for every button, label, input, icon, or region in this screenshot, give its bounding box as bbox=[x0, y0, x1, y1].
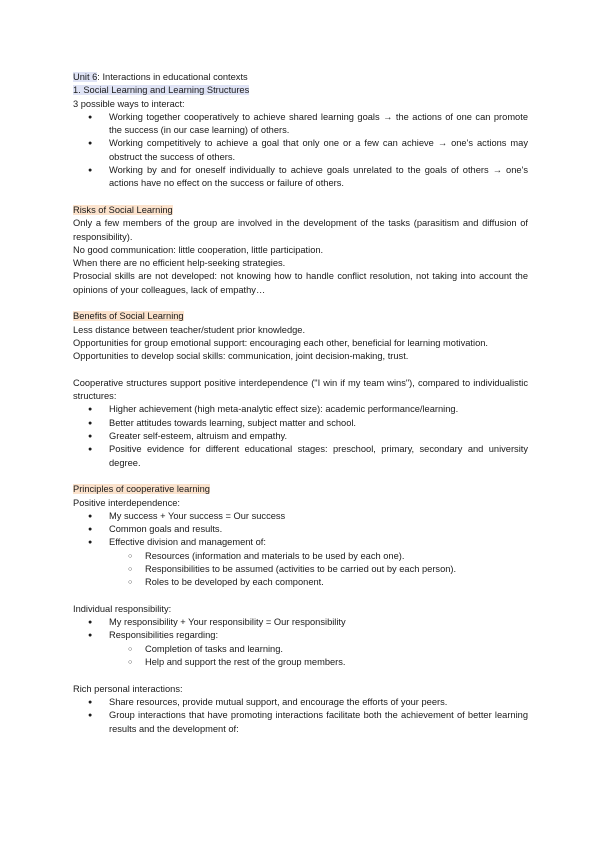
unit-title: : Interactions in educational contexts bbox=[97, 72, 248, 82]
paragraph: Opportunities for group emotional support: encouraging each other, beneficial for learning motivation. bbox=[73, 337, 488, 348]
positive-intro: Positive interdependence: bbox=[73, 497, 180, 508]
list-item: ● Group interactions that have promoting interactions facilitate both the achievement of better learning results and the development of: bbox=[73, 709, 528, 736]
cooperative-intro: Cooperative structures support positive interdependence ("I win if my team wins"), compared to individualistic structures: bbox=[73, 377, 528, 402]
principles-title: Principles of cooperative learning bbox=[73, 484, 210, 495]
sublist-item: ○ Resources (information and materials to be used by each one). bbox=[73, 550, 528, 563]
rich-list bbox=[73, 696, 528, 736]
interact-intro: 3 possible ways to interact: bbox=[73, 98, 185, 109]
principles-heading bbox=[73, 483, 528, 496]
paragraph: Less distance between teacher/student prior knowledge. bbox=[73, 324, 306, 335]
risks-heading bbox=[73, 204, 528, 217]
individual-sublist bbox=[73, 643, 528, 670]
list-item: ● Better attitudes towards learning, subject matter and school. bbox=[73, 417, 528, 430]
sublist-item: ○ Responsibilities to be assumed (activities to be carried out by each person). bbox=[73, 563, 528, 576]
paragraph: No good communication: little cooperation, little participation. bbox=[73, 244, 324, 255]
list-item: ● Responsibilities regarding: bbox=[73, 629, 528, 642]
rich-intro: Rich personal interactions: bbox=[73, 683, 183, 694]
positive-sublist bbox=[73, 550, 528, 590]
section-heading bbox=[73, 84, 528, 97]
benefits-title: Benefits of Social Learning bbox=[73, 311, 184, 322]
paragraph: Only a few members of the group are involved in the development of the tasks (parasitism and diffusion of responsibility). bbox=[73, 218, 528, 242]
list-item: ● Greater self-esteem, altruism and empathy. bbox=[73, 430, 528, 443]
individual-intro: Individual responsibility: bbox=[73, 603, 172, 614]
list-item: ● My success + Your success = Our success bbox=[73, 510, 528, 523]
list-item: ● My responsibility + Your responsibility = Our responsibility bbox=[73, 616, 528, 629]
paragraph: Opportunities to develop social skills: communication, joint decision-making, trust. bbox=[73, 351, 409, 362]
list-item: ● Effective division and management of: bbox=[73, 536, 528, 549]
list-item: ● Common goals and results. bbox=[73, 523, 528, 536]
cooperative-list bbox=[73, 403, 528, 469]
positive-list bbox=[73, 510, 528, 550]
individual-list bbox=[73, 616, 528, 643]
section-title: 1. Social Learning and Learning Structures bbox=[73, 85, 250, 96]
sublist-item: ○ Roles to be developed by each component. bbox=[73, 576, 528, 589]
list-item: ● Working competitively to achieve a goal that only one or a few can achieve → one's actions may obstruct the success of others. bbox=[73, 137, 528, 164]
risks-title: Risks of Social Learning bbox=[73, 204, 173, 215]
paragraph: When there are no efficient help-seeking strategies. bbox=[73, 258, 286, 269]
paragraph: Prosocial skills are not developed: not knowing how to handle conflict resolution, not taking into account the opinions of your colleagues, lack of empathy… bbox=[73, 271, 528, 295]
sublist-item: ○ Help and support the rest of the group members. bbox=[73, 656, 528, 669]
list-item: ● Working by and for oneself individually to achieve goals unrelated to the goals of others → one's actions have no effect on the success or failure of others. bbox=[73, 164, 528, 191]
list-item: ● Positive evidence for different educational stages: preschool, primary, secondary and university degree. bbox=[73, 443, 528, 470]
unit-heading bbox=[73, 71, 528, 84]
sublist-item: ○ Completion of tasks and learning. bbox=[73, 643, 528, 656]
list-item: ● Higher achievement (high meta-analytic effect size): academic performance/learning. bbox=[73, 403, 528, 416]
interact-list bbox=[73, 111, 528, 191]
document-body bbox=[73, 71, 528, 736]
unit-label: Unit 6 bbox=[73, 72, 98, 82]
benefits-heading bbox=[73, 310, 528, 323]
list-item: ● Share resources, provide mutual support, and encourage the efforts of your peers. bbox=[73, 696, 528, 709]
list-item: ● Working together cooperatively to achieve shared learning goals → the actions of one can promote the success (in our case learning) of others. bbox=[73, 111, 528, 138]
